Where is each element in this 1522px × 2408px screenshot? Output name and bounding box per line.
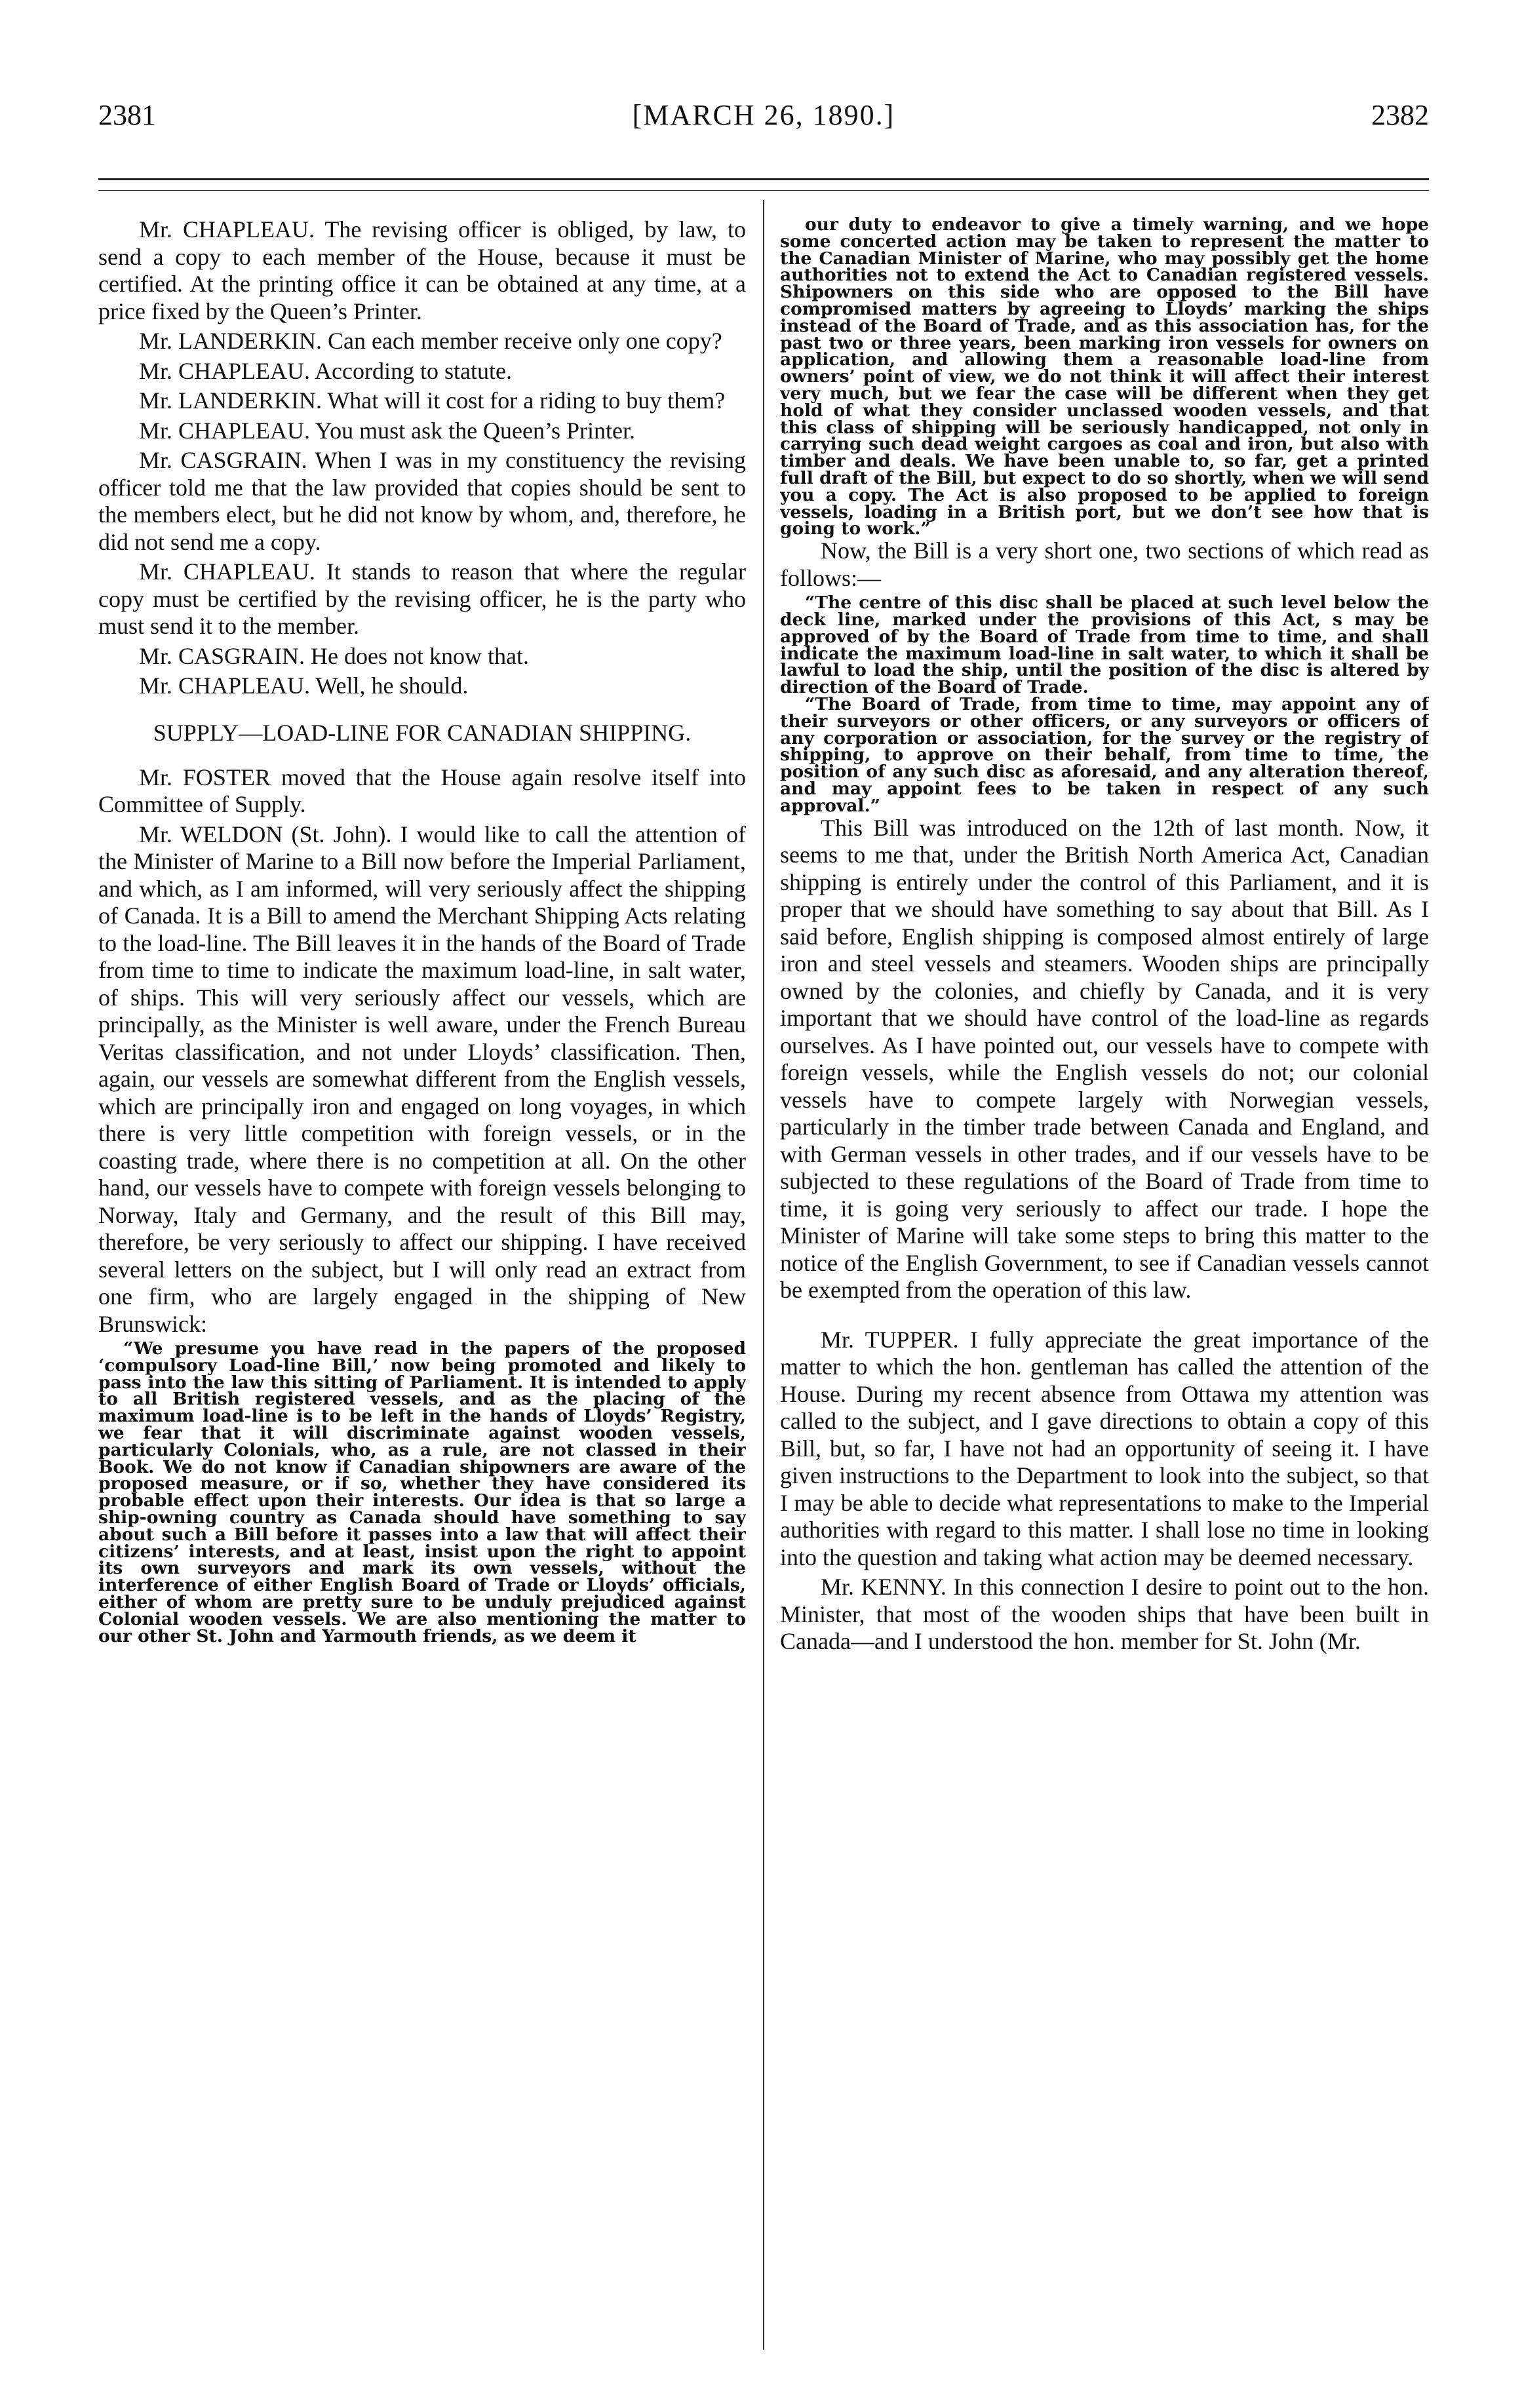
speech-paragraph: Mr. CASGRAIN. When I was in my constituency the revising officer told me that the law provided that copies should be sent to the members elect, but he did not know by whom, and, therefore, he did not send me a copy. [98, 447, 746, 555]
page-date: [MARCH 26, 1890.] [632, 99, 895, 131]
speech-paragraph: Mr. TUPPER. I fully appreciate the great importance of the matter to which the hon. gentleman has called the attention of the House. During my recent absence from Ottawa my attention was called to the subject, and I gave directions to obtain a copy of this Bill, but, so far, I have not had an opportunity of seeing it. I have given instructions to the Department to look into the subject, so that I may be able to decide what representations to make to the Imperial authorities with regard to this matter. I shall lose no time in looking into the question and taking what action may be deemed necessary. [780, 1326, 1429, 1570]
page-header [98, 98, 1429, 144]
right-column [780, 216, 1429, 2353]
speech-paragraph: Mr. LANDERKIN. What will it cost for a riding to buy them? [139, 387, 726, 414]
column-divider [763, 200, 764, 2350]
section-heading: SUPPLY—LOAD-LINE FOR CANADIAN SHIPPING. [153, 719, 692, 746]
speech-paragraph: Mr. CHAPLEAU. It stands to reason that where the regular copy must be certified by the revising officer, he is the party who must send it to the member. [98, 558, 746, 639]
speech-paragraph: Mr. CASGRAIN. He does not know that. [139, 642, 529, 669]
speech-paragraph: Mr. CHAPLEAU. Well, he should. [139, 672, 469, 699]
quoted-extract: “We presume you have read in the papers of the proposed ‘compulsory Load-line Bill,’ now being promoted and likely to pass into the law this sitting of Parliament. It is intended to apply to all British registered vessels, and as the placing of the maximum load-line is to be left in the hands of Lloyds’ Registry, we fear that it will discriminate against wooden vessels, particularly Colonials, who, as a rule, are not classed in their Book. We do not know if Canadian shipowners are aware of the proposed measure, or if so, whether they have considered its probable effect upon their interests. Our idea is that so large a ship-owning country as Canada should have something to say about such a Bill before it passes into a law that will affect their citizens’ interests, and at least, insist upon the right to appoint its own surveyors and mark its own vessels, without the interference of either English Board of Trade or Lloyds’ officials, either of whom are pretty sure to be unduly prejudiced against Colonial wooden vessels. We are also mentioning the matter to our other St. John and Yarmouth friends, as we deem it [98, 1338, 746, 1646]
page-number-right: 2382 [1371, 99, 1429, 131]
quoted-extract: our duty to endeavor to give a timely warning, and we hope some concerted action may be taken to represent the matter to the Canadian Minister of Marine, who may possibly get the home authorities not to extend the Act to Canadian registered vessels. Shipowners on this side who are opposed to the Bill have compromised matters by agreeing to Lloyds’ marking the ships instead of the Board of Trade, and as this association has, for the past two or three years, been marking iron vessels for owners on application, and allowing them a reasonable load-line from owners’ point of view, we do not think it will affect their interest very much, but we fear the case will be different when they get hold of what they consider unclassed wooden vessels, and that this class of shipping will be seriously handicapped, not only in carrying such dead weight cargoes as coal and iron, but also with timber and deals. We have been unable to, so far, get a printed full draft of the Bill, but expect to do so shortly, when we will send you a copy. The Act is also proposed to be applied to foreign vessels, loading in a British port, but we don’t see how that is going to work.” [780, 216, 1429, 539]
speech-paragraph: Mr. CHAPLEAU. According to statute. [139, 357, 512, 384]
speech-paragraph: Mr. FOSTER moved that the House again resolve itself into Committee of Supply. [98, 764, 746, 817]
speech-paragraph: Mr. CHAPLEAU. The revising officer is obliged, by law, to send a copy to each member of the House, because it must be certified. At the printing office it can be obtained at any time, at a price fixed by the Queen’s Printer. [98, 216, 746, 324]
header-rule-thick [98, 178, 1429, 180]
speech-paragraph: Now, the Bill is a very short one, two sections of which read as follows:— [780, 537, 1429, 591]
page-number-left: 2381 [98, 99, 156, 131]
speech-paragraph: Mr. CHAPLEAU. You must ask the Queen’s Printer. [139, 417, 636, 444]
speech-paragraph: Mr. KENNY. In this connection I desire to point out to the hon. Minister, that most of the wooden ships that have been built in Canada—and I understood the hon. member for St. John (Mr. [780, 1574, 1429, 1654]
header-rule-thin [98, 190, 1429, 191]
left-column [98, 216, 746, 2353]
speech-paragraph: This Bill was introduced on the 12th of last month. Now, it seems to me that, under the British North America Act, Canadian shipping is entirely under the control of this Parliament, and it is proper that we should have something to say about that Bill. As I said before, English shipping is composed almost entirely of large iron and steel vessels and steamers. Wooden ships are principally owned by the colonies, and chiefly by Canada, and it is very important that we should have control of the load-line as regards ourselves. As I have pointed out, our vessels have to compete with foreign vessels, while the English vessels do not; our colonial vessels have to compete largely with Norwegian vessels, particularly in the timber trade between Canada and England, and with German vessels in other trades, and if our vessels have to be subjected to these regulations of the Board of Trade from time to time, it is going very seriously to affect our trade. I hope the Minister of Marine will take some steps to bring this matter to the notice of the English Government, to see if Canadian vessels cannot be exempted from the operation of this law. [780, 814, 1429, 1303]
quoted-extract: “The Board of Trade, from time to time, may appoint any of their surveyors or other officers, or any surveyors or officers of any corporation or association, for the survey or the registry of shipping, to approve on their behalf, from time to time, the position of any such disc as aforesaid, and any alteration thereof, and may appoint fees to be taken in respect of any such approval.” [780, 693, 1429, 816]
speech-paragraph: Mr. LANDERKIN. Can each member receive only one copy? [139, 328, 722, 354]
quoted-extract: “The centre of this disc shall be placed at such level below the deck line, marked under the provisions of this Act, s may be approved of by the Board of Trade from time to time, and shall indicate the maximum load-line in salt water, to which it shall be lawful to load the ship, until the position of the disc is altered by direction of the Board of Trade. [780, 592, 1429, 698]
speech-paragraph: Mr. WELDON (St. John). I would like to call the attention of the Minister of Marine to a Bill now before the Imperial Parliament, and which, as I am informed, will very seriously affect the shipping of Canada. It is a Bill to amend the Merchant Shipping Acts relating to the load-line. The Bill leaves it in the hands of the Board of Trade from time to time to indicate the maximum load-line, in salt water, of ships. This will very seriously affect our vessels, which are principally, as the Minister is well aware, under the French Bureau Veritas classification, and not under Lloyds’ classification. Then, again, our vessels are somewhat different from the English vessels, which are principally iron and engaged on long voyages, in which there is very little competition with foreign vessels, or in the coasting trade, where there is no competition at all. On the other hand, our vessels have to compete with foreign vessels belonging to Norway, Italy and Germany, and the result of this Bill may, therefore, be very seriously to affect our shipping. I have received several letters on the subject, but I will only read an extract from one firm, who are largely engaged in the shipping of New Brunswick: [98, 821, 746, 1337]
